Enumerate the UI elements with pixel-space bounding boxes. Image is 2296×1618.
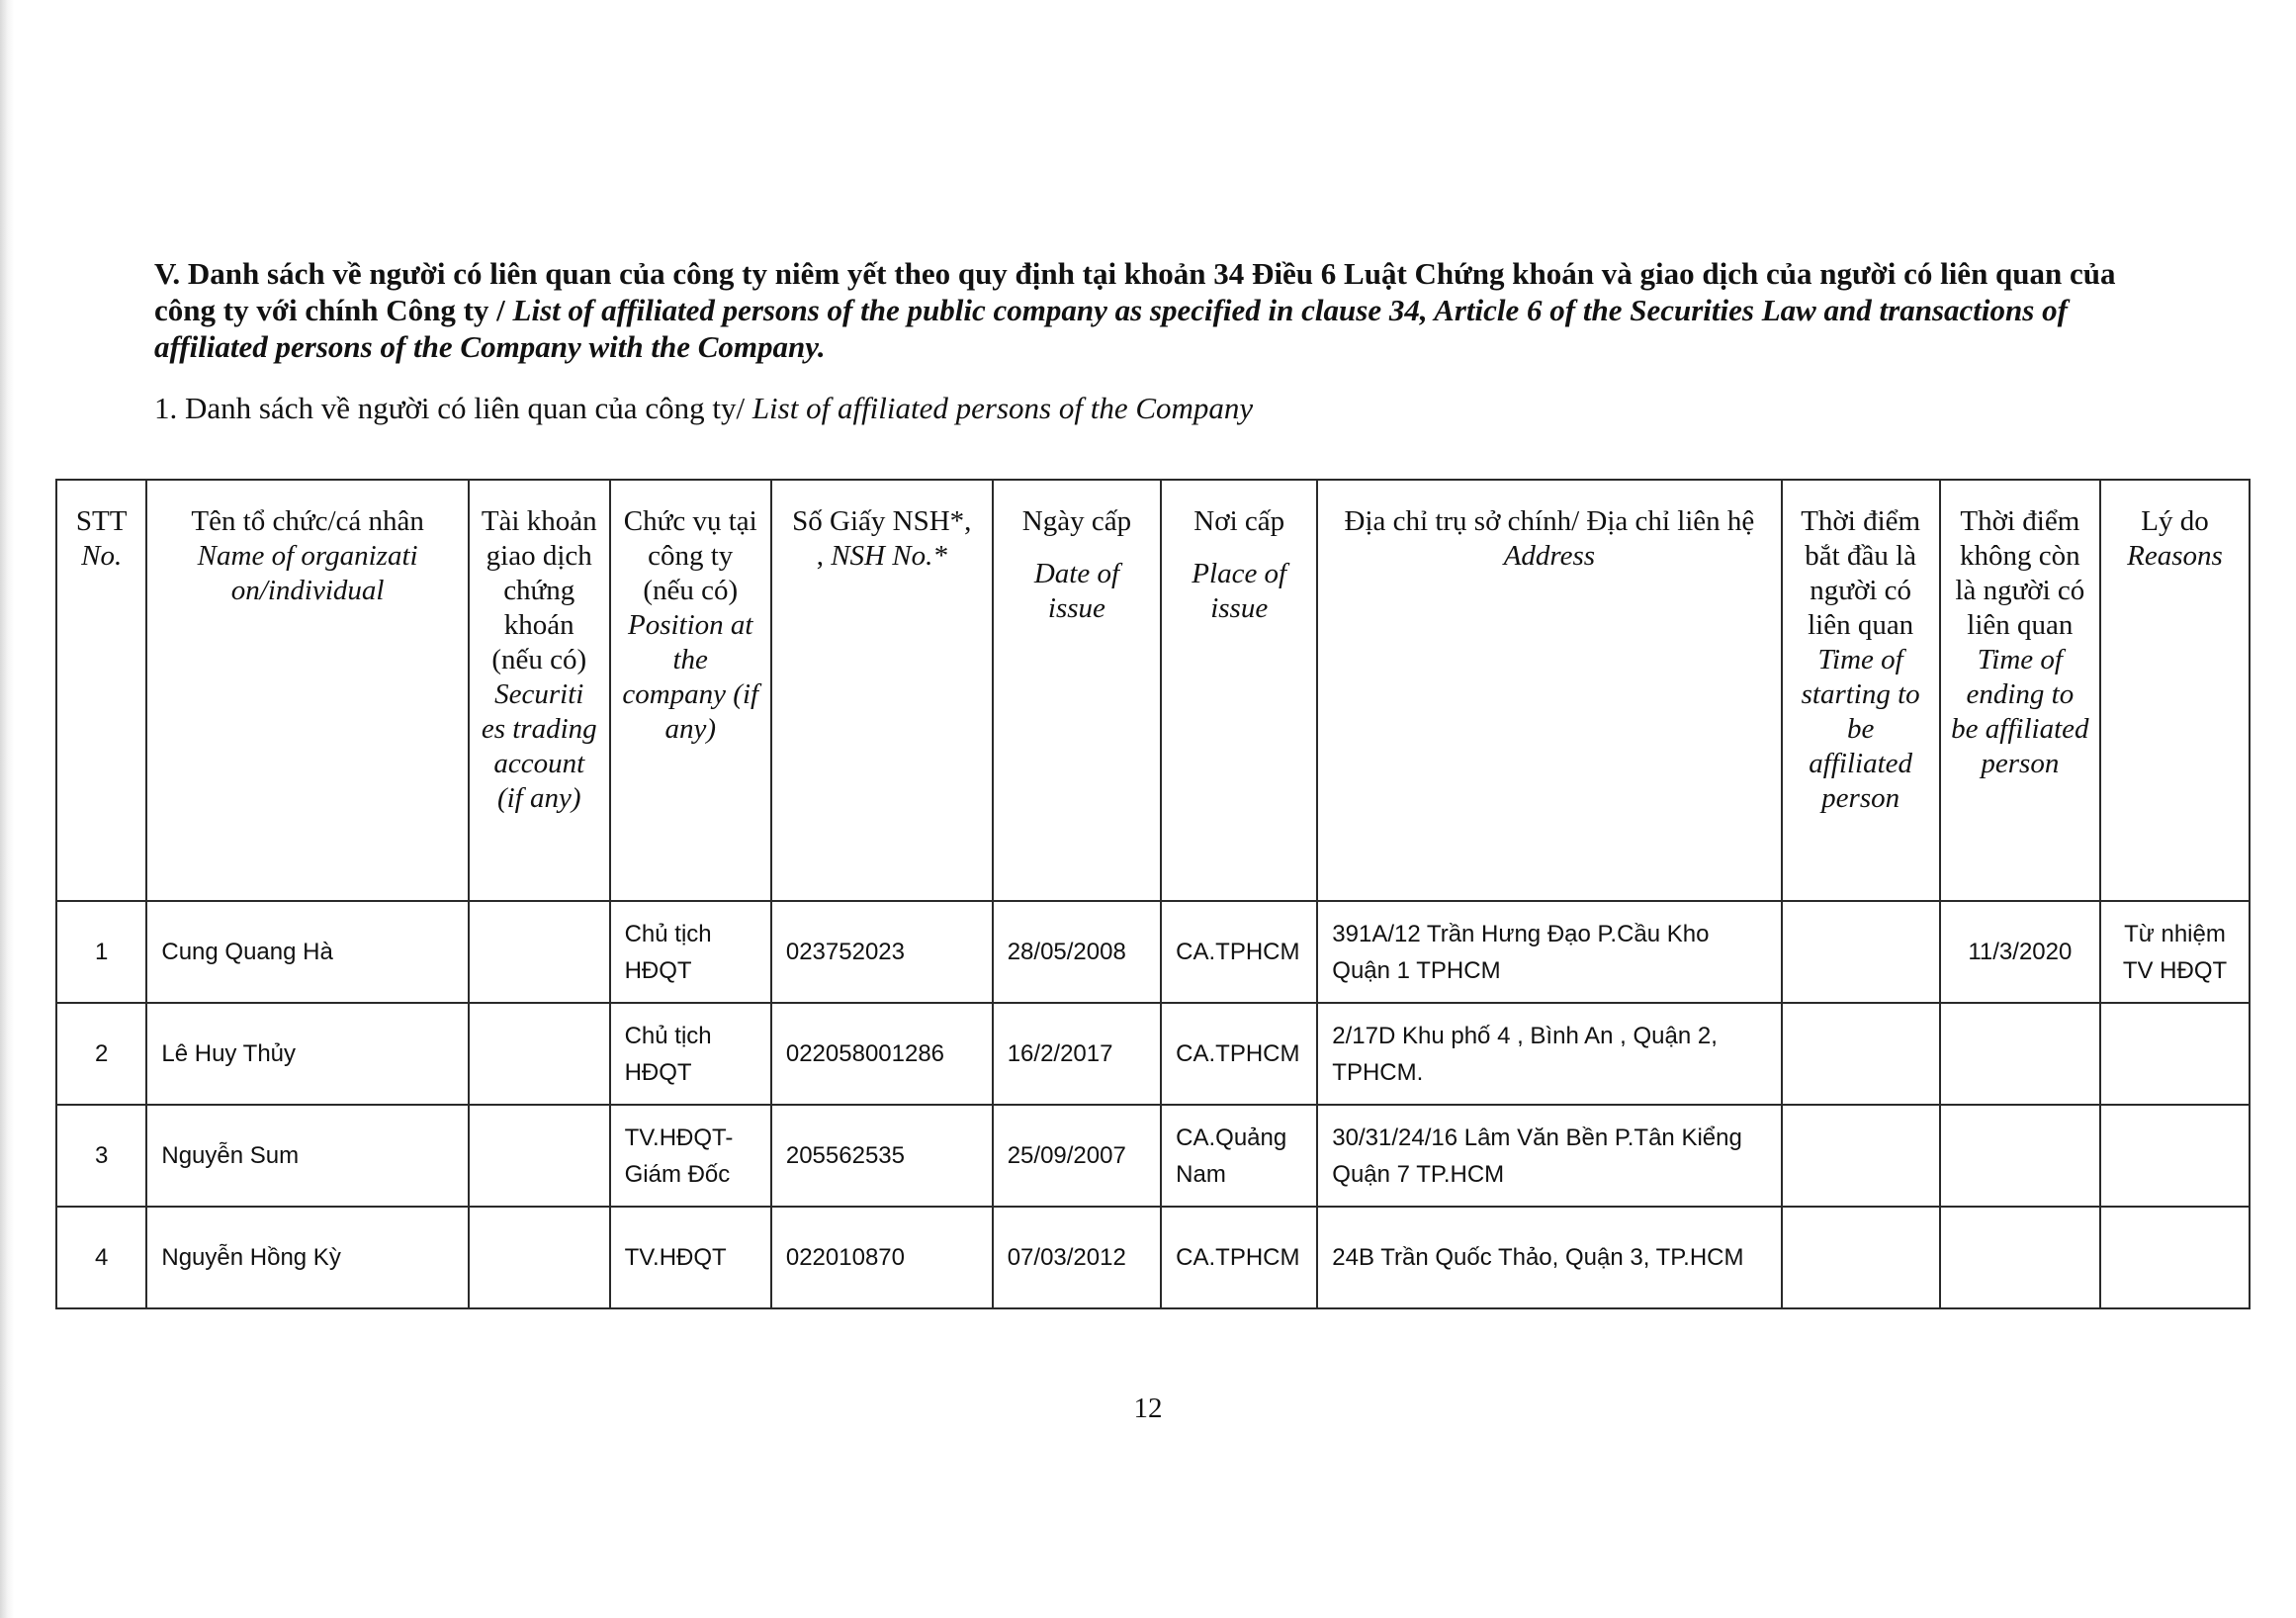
header-end-time-en: Time of ending to be affiliated person — [1951, 644, 2089, 779]
list-subheading-vi: 1. Danh sách về người có liên quan của công ty/ — [154, 391, 752, 425]
cell-reason — [2100, 1105, 2250, 1207]
cell-reason — [2100, 1207, 2250, 1308]
cell-name: Cung Quang Hà — [146, 901, 469, 1003]
cell-start-time — [1782, 901, 1940, 1003]
table-row — [56, 1003, 2250, 1105]
cell-name: Nguyễn Hồng Kỳ — [146, 1207, 469, 1308]
header-date-vi: Ngày cấp — [1021, 505, 1132, 537]
header-name — [146, 480, 469, 901]
cell-start-time — [1782, 1207, 1940, 1308]
header-position — [610, 480, 771, 901]
cell-address: 2/17D Khu phố 4 , Bình An , Quận 2, TPHCM. — [1317, 1003, 1781, 1105]
header-place-vi: Nơi cấp — [1193, 505, 1285, 537]
table-row — [56, 901, 2250, 1003]
header-account-vi: Tài khoản giao dịch chứng khoán (nếu có) — [481, 505, 597, 675]
cell-id-number: 023752023 — [771, 901, 993, 1003]
header-account-en: Securiti es trading account (if any) — [481, 678, 597, 814]
header-reason-vi: Lý do — [2141, 505, 2209, 537]
cell-no: 3 — [56, 1105, 146, 1207]
header-id-number-en: NSH No.* — [831, 540, 947, 572]
list-subheading-en: List of affiliated persons of the Company — [751, 391, 1254, 425]
cell-date: 07/03/2012 — [993, 1207, 1161, 1308]
cell-place: CA.TPHCM — [1161, 901, 1317, 1003]
cell-reason: Từ nhiệm TV HĐQT — [2100, 901, 2250, 1003]
cell-end-time — [1940, 1105, 2100, 1207]
header-position-vi: Chức vụ tại công ty (nếu có) — [623, 505, 757, 606]
cell-no: 2 — [56, 1003, 146, 1105]
header-start-time-vi: Thời điểm bắt đầu là người có liên quan — [1801, 505, 1921, 641]
affiliated-persons-table — [55, 479, 2251, 1309]
section-heading-en: List of affiliated persons of the public company as specified in clause 34, Article 6 of the Securities Law and transactions of affiliated persons of the Company with the Company. — [154, 293, 2068, 364]
page-number: 12 — [1133, 1393, 1163, 1424]
cell-account — [469, 1105, 610, 1207]
cell-account — [469, 1003, 610, 1105]
cell-end-time — [1940, 1207, 2100, 1308]
cell-name: Lê Huy Thủy — [146, 1003, 469, 1105]
header-address-en: Address — [1503, 540, 1596, 572]
header-address — [1317, 480, 1781, 901]
cell-reason — [2100, 1003, 2250, 1105]
cell-position: Chủ tịch HĐQT — [610, 901, 771, 1003]
header-end-time — [1940, 480, 2100, 901]
header-name-vi: Tên tổ chức/cá nhân — [191, 505, 424, 537]
cell-account — [469, 901, 610, 1003]
cell-no: 1 — [56, 901, 146, 1003]
header-date — [993, 480, 1161, 901]
cell-start-time — [1782, 1105, 1940, 1207]
table-header-row — [56, 480, 2250, 901]
cell-date: 16/2/2017 — [993, 1003, 1161, 1105]
cell-place: CA.TPHCM — [1161, 1003, 1317, 1105]
header-no-en: No. — [81, 540, 123, 572]
cell-name: Nguyễn Sum — [146, 1105, 469, 1207]
table-row — [56, 1105, 2250, 1207]
cell-account — [469, 1207, 610, 1308]
cell-start-time — [1782, 1003, 1940, 1105]
header-position-en: Position at the company (if any) — [622, 609, 759, 745]
header-date-en: Date of issue — [1033, 558, 1120, 624]
cell-position: Chủ tịch HĐQT — [610, 1003, 771, 1105]
section-heading-vi: V. Danh sách về người có liên quan của công ty niêm yết theo quy định tại khoản 34 Điều 6 Luật Chứng khoán và giao dịch của người có liên quan của công ty với chính Công ty / — [154, 256, 2116, 327]
header-id-number-vi: Số Giấy NSH*, , — [792, 505, 972, 572]
cell-id-number: 022010870 — [771, 1207, 993, 1308]
list-subheading — [154, 390, 2162, 426]
header-account — [469, 480, 610, 901]
header-no-vi: STT — [75, 505, 128, 537]
scan-edge-shadow — [0, 0, 14, 1618]
header-place — [1161, 480, 1317, 901]
cell-place: CA.TPHCM — [1161, 1207, 1317, 1308]
cell-place: CA.Quảng Nam — [1161, 1105, 1317, 1207]
cell-end-time: 11/3/2020 — [1940, 901, 2100, 1003]
header-address-vi: Địa chỉ trụ sở chính/ Địa chỉ liên hệ — [1344, 505, 1755, 537]
cell-date: 25/09/2007 — [993, 1105, 1161, 1207]
table-row — [56, 1207, 2250, 1308]
cell-id-number: 205562535 — [771, 1105, 993, 1207]
header-id-number — [771, 480, 993, 901]
header-no — [56, 480, 146, 901]
cell-end-time — [1940, 1003, 2100, 1105]
header-reason-en: Reasons — [2127, 540, 2223, 572]
cell-position: TV.HĐQT-Giám Đốc — [610, 1105, 771, 1207]
header-place-en: Place of issue — [1192, 558, 1287, 624]
header-name-en: Name of organizati on/individual — [197, 540, 418, 606]
cell-no: 4 — [56, 1207, 146, 1308]
cell-position: TV.HĐQT — [610, 1207, 771, 1308]
cell-address: 391A/12 Trần Hưng Đạo P.Cầu Kho Quận 1 TPHCM — [1317, 901, 1781, 1003]
header-start-time-en: Time of starting to be affiliated person — [1801, 644, 1920, 814]
header-start-time — [1782, 480, 1940, 901]
section-heading — [154, 255, 2162, 365]
cell-id-number: 022058001286 — [771, 1003, 993, 1105]
header-end-time-vi: Thời điểm không còn là người có liên quan — [1955, 505, 2085, 641]
cell-date: 28/05/2008 — [993, 901, 1161, 1003]
cell-address: 30/31/24/16 Lâm Văn Bền P.Tân Kiểng Quận 7 TP.HCM — [1317, 1105, 1781, 1207]
header-reason — [2100, 480, 2250, 901]
cell-address: 24B Trần Quốc Thảo, Quận 3, TP.HCM — [1317, 1207, 1781, 1308]
